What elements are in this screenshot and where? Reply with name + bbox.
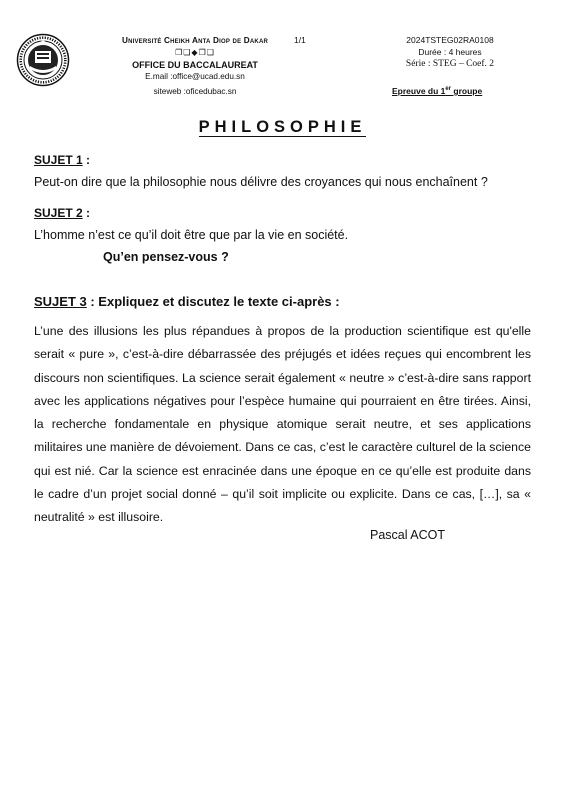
office-name: OFFICE DU BACCALAUREAT <box>132 60 258 70</box>
subject-1-question: Peut-on dire que la philosophie nous délivre des croyances qui nous enchaînent ? <box>34 175 488 189</box>
ucad-seal-logo <box>16 33 70 87</box>
exam-code: 2024TSTEG02RA0108 <box>406 35 494 45</box>
page-title: PHILOSOPHIE <box>198 118 367 136</box>
exam-series: Série : STEG – Coef. 2 <box>405 59 495 69</box>
page-number: 1/1 <box>294 35 306 45</box>
subject-2-question: L’homme n’est ce qu’il doit être que par la vie en société. <box>34 228 349 242</box>
subject-2-prompt: Qu’en pensez-vous ? <box>103 250 229 264</box>
subject-3-heading: SUJET 3 : Expliquez et discutez le texte ci-après : <box>34 294 340 309</box>
exam-group: Epreuve du 1er groupe <box>392 86 483 96</box>
exam-duration: Durée : 4 heures <box>418 47 482 57</box>
text-author: Pascal ACOT <box>370 528 446 542</box>
subject-2-label: SUJET 2 : <box>34 206 91 220</box>
office-email: E.mail :office@ucad.edu.sn <box>145 72 245 81</box>
subject-3-text: L’une des illusions les plus répandues à propos de la production scientifique est qu'elle serait « pure », c’est-à-dire débarrassée des préjugés et idées reçues qui encombrent les discours non scientifiques. La science serait également « neutre » c’est-à-dire sans rapport avec les applications négatives pour l’espèce humaine qui pourraient en être tirées. Ainsi, la recherche fondamentale en physique atomique serait neutre, et ses applications militaires une manière de dévoiement. Dans ce cas, c’est le caractère culturel de la science qui est nié. Car la science est enracinée dans une époque en ce qu’elle est produite dans le cadre d’un projet social donné – qu’il soit implicite ou explicite. Dans ce cas, […], sa « neutralité » est illusoire. <box>34 324 531 525</box>
header-ornament: ❐❑◆❐❑ <box>175 48 215 57</box>
university-name: Université Cheikh Anta Diop de Dakar <box>121 36 269 45</box>
office-website: siteweb :oficedubac.sn <box>153 87 237 96</box>
subject-1-label: SUJET 1 : <box>34 153 91 167</box>
